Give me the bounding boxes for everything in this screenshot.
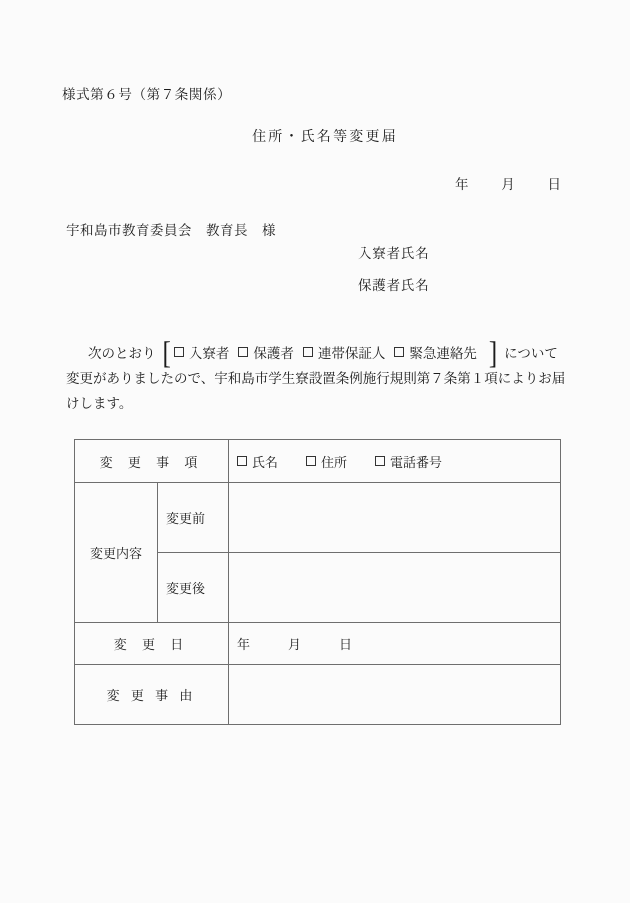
submission-date-day: 日: [547, 177, 561, 192]
signature-block: [358, 242, 430, 306]
resident-name-label: 入寮者氏名: [358, 246, 430, 261]
change-notification-table: [74, 439, 561, 725]
table-row-change-reason: [75, 665, 561, 725]
row-label-before: 変更前: [158, 483, 229, 553]
change-item-option-name-label: 氏名: [252, 454, 279, 470]
change-item-option-address-label: 住所: [321, 454, 348, 470]
statement-line-3: けします。: [66, 396, 133, 411]
statement-line-1: 次のとおり [ 入寮者 保護者 連帯保証人 緊急連絡先 ] について: [88, 336, 558, 371]
subject-option-guardian[interactable]: [238, 341, 294, 366]
statement-paragraph: [66, 336, 576, 416]
statement-after-bracket: について: [504, 346, 558, 361]
subject-option-guardian-label: 保護者: [253, 346, 294, 361]
change-item-option-name[interactable]: [237, 452, 278, 471]
subject-option-resident-label: 入寮者: [188, 346, 230, 361]
subject-option-emergency-contact-label: 緊急連絡先: [409, 346, 477, 361]
checkbox-icon[interactable]: [394, 347, 404, 357]
subject-option-joint-guarantor[interactable]: [303, 341, 386, 366]
subject-option-emergency-contact[interactable]: [394, 341, 477, 366]
change-item-options: [229, 440, 561, 483]
checkbox-icon[interactable]: [375, 456, 385, 466]
addressee: [66, 219, 276, 239]
field-change-date[interactable]: [229, 623, 561, 665]
change-item-option-phone-label: 電話番号: [390, 454, 443, 470]
change-date-year: 年: [237, 637, 251, 652]
addressee-honorific: 様: [262, 223, 276, 238]
submission-date-month: 月: [501, 177, 515, 192]
addressee-name: 宇和島市教育委員会 教育長: [66, 223, 248, 238]
statement-line-2: 変更がありましたので、宇和島市学生寮設置条例施行規則第７条第１項によりお届: [66, 371, 566, 386]
field-change-reason[interactable]: [229, 665, 561, 725]
change-item-option-address[interactable]: [306, 452, 347, 471]
page-title: 住所・氏名等変更届: [252, 130, 398, 145]
form-number: 様式第６号（第７条関係）: [62, 87, 232, 102]
field-after-value[interactable]: [229, 553, 561, 623]
table-row-change-items: [75, 440, 561, 483]
submission-date-line: [455, 173, 561, 193]
row-label-change-date: 変 更 日: [75, 623, 229, 665]
change-date-month: 月: [288, 637, 302, 652]
row-label-change-items: 変 更 事 項: [75, 440, 229, 483]
field-before-value[interactable]: [229, 483, 561, 553]
guardian-name-label: 保護者氏名: [358, 278, 430, 293]
row-label-change-reason: 変 更 事 由: [75, 665, 229, 725]
row-label-after: 変更後: [158, 553, 229, 623]
checkbox-icon[interactable]: [306, 456, 316, 466]
table-row-before: [75, 483, 561, 553]
submission-date-year: 年: [455, 177, 469, 192]
checkbox-icon[interactable]: [237, 456, 247, 466]
checkbox-icon[interactable]: [174, 347, 184, 357]
table-row-change-date: [75, 623, 561, 665]
checkbox-icon[interactable]: [238, 347, 248, 357]
change-date-day: 日: [339, 637, 353, 652]
checkbox-icon[interactable]: [303, 347, 313, 357]
statement-lead: 次のとおり: [88, 346, 156, 361]
change-item-option-phone[interactable]: [375, 452, 442, 471]
subject-option-resident[interactable]: [174, 341, 230, 366]
subject-option-joint-guarantor-label: 連帯保証人: [317, 346, 386, 361]
row-label-change-content: 変更内容: [75, 483, 158, 623]
